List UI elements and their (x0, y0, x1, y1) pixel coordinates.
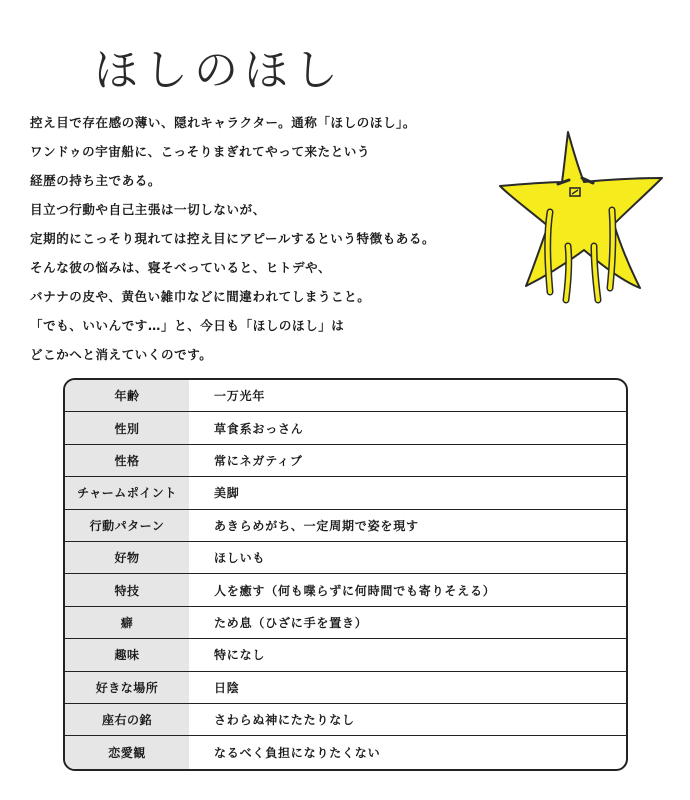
table-row (65, 607, 626, 639)
row-value: 美脚 (214, 486, 240, 501)
row-label: 行動パターン (65, 510, 189, 541)
table-row (65, 639, 626, 671)
table-row (65, 736, 626, 768)
intro-line: どこかへと消えていくのです。 (30, 347, 213, 362)
row-label: 性格 (65, 445, 189, 476)
intro-line: バナナの皮や、黄色い雑巾などに間違われてしまうこと。 (30, 289, 371, 304)
row-value: ため息（ひざに手を置き） (214, 615, 368, 630)
table-row (65, 445, 626, 477)
row-label: 趣味 (65, 639, 189, 670)
row-value: 常にネガティブ (214, 453, 303, 468)
intro-line: そんな彼の悩みは、寝そべっていると、ヒトデや、 (30, 260, 332, 275)
row-label: 恋愛観 (65, 736, 189, 768)
row-label: 好きな場所 (65, 672, 189, 703)
row-value: 草食系おっさん (214, 421, 304, 436)
table-row (65, 672, 626, 704)
table-row (65, 477, 626, 509)
row-label: 特技 (65, 574, 189, 605)
row-value: あきらめがち、一定周期で姿を現す (214, 518, 419, 533)
row-value: 一万光年 (214, 389, 266, 404)
star-character-illustration (498, 128, 666, 306)
row-value: ほしいも (214, 551, 266, 566)
intro-line: 目立つ行動や自己主張は一切しないが、 (30, 202, 266, 217)
table-row (65, 574, 626, 606)
row-label: 年齢 (65, 380, 189, 411)
table-row (65, 542, 626, 574)
intro-line: 「でも、いいんです…」と、今日も「ほしのほし」は (30, 318, 345, 333)
profile-table (63, 378, 628, 771)
page-title: ほしのほし (94, 45, 344, 96)
row-label: 性別 (65, 412, 189, 443)
intro-line: 控え目で存在感の薄い、隠れキャラクター。通称「ほしのほし」。 (30, 115, 417, 130)
intro-text (30, 108, 500, 369)
row-label: 座右の銘 (65, 704, 189, 735)
row-value: なるべく負担になりたくない (214, 745, 381, 760)
intro-line: ワンドゥの宇宙船に、こっそりまぎれてやって来たという (30, 144, 371, 159)
row-label: チャームポイント (65, 477, 189, 508)
row-value: 人を癒す（何も喋らずに何時間でも寄りそえる） (214, 583, 496, 598)
intro-line: 定期的にこっそり現れては控え目にアピールするという特徴もある。 (30, 231, 436, 246)
table-row (65, 510, 626, 542)
row-label: 癖 (65, 607, 189, 638)
row-label: 好物 (65, 542, 189, 573)
table-row (65, 380, 626, 412)
row-value: さわらぬ神にたたりなし (214, 713, 355, 728)
intro-line: 経歴の持ち主である。 (30, 173, 162, 188)
yellow-star-character-icon (498, 128, 666, 306)
table-row (65, 412, 626, 444)
row-value: 特になし (214, 648, 266, 663)
table-row (65, 704, 626, 736)
row-value: 日陰 (214, 680, 240, 695)
